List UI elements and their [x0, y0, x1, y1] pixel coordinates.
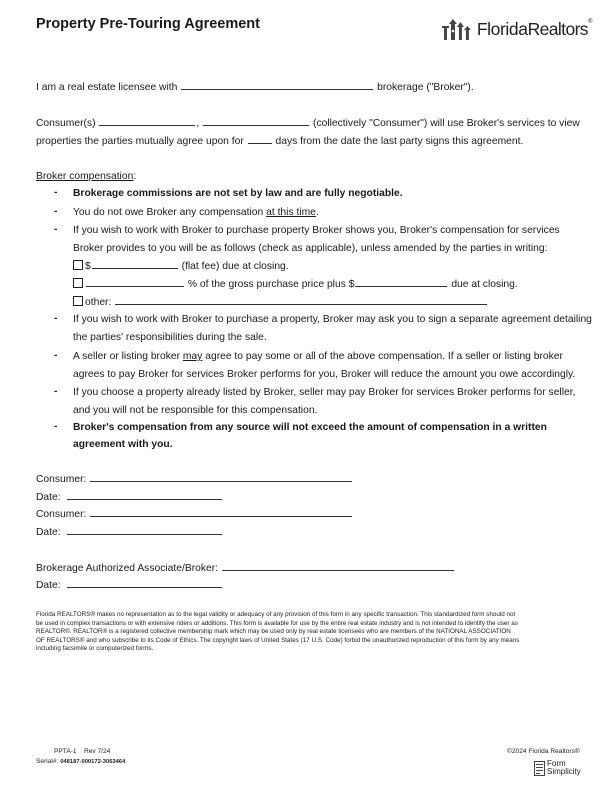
- bullet-marker: -: [54, 421, 58, 432]
- option-percentage: % of the gross purchase price plus $ due at closing.: [73, 277, 518, 291]
- broker-line: I am a real estate licensee with brokerage ("Broker").: [36, 82, 474, 93]
- flat-fee-checkbox[interactable]: [73, 260, 83, 270]
- bullet-separate-agreement-cont: the parties' responsibilities during the sale.: [73, 332, 267, 343]
- bullet-seller-may-pay-cont: agrees to pay Broker for services Broker performs for you, Broker will reduce the amount you owe accordingly.: [73, 369, 576, 380]
- consumer-signature-row-1: Consumer:: [36, 472, 353, 485]
- other-checkbox[interactable]: [73, 296, 83, 306]
- realtors-houses-icon: [442, 16, 476, 42]
- percentage-field[interactable]: [86, 277, 184, 287]
- bullet-marker: -: [54, 313, 58, 324]
- bullet-max-compensation-cont: agreement with you.: [73, 439, 173, 450]
- bullet-marker: -: [54, 206, 58, 217]
- brokerage-name-field[interactable]: [181, 80, 373, 90]
- bullet-purchase-shows-cont: Broker provides to you will be as follows (check as applicable), unless amended by the parties in writing:: [73, 243, 548, 254]
- bullet-marker: -: [54, 224, 58, 235]
- bullet-marker: -: [54, 386, 58, 397]
- flat-fee-amount-field[interactable]: [92, 259, 178, 269]
- bullet-marker: -: [54, 350, 58, 361]
- compensation-heading: Broker compensation:: [36, 171, 137, 182]
- date-field-2[interactable]: [67, 525, 222, 535]
- bullet-purchase-shows: If you wish to work with Broker to purchase property Broker shows you, Broker's compensation for services: [73, 225, 560, 236]
- bullet-separate-agreement: If you wish to work with Broker to purchase a property, Broker may ask you to sign a separate agreement detailing: [73, 314, 592, 325]
- form-simplicity-icon: [534, 761, 545, 776]
- days-line: properties the parties mutually agree upon for days from the date the last party signs this agreement.: [36, 136, 524, 147]
- bullet-listed-by-broker-cont: and you will not be responsible for this compensation.: [73, 405, 318, 416]
- date-row-1: Date:: [36, 490, 223, 503]
- logo-wordmark: FloridaRealtors®: [476, 18, 592, 39]
- broker-signature-row: Brokerage Authorized Associate/Broker:: [36, 561, 455, 574]
- date-row-2: Date:: [36, 525, 223, 538]
- bullet-marker: -: [54, 187, 58, 198]
- legal-disclaimer: Florida REALTORS® makes no representation as to the legal validity or adequacy of any provision of this form in any specific transaction. This standardized form should not be used in complex transactions or with extensive riders or additions. This form is available for use by the entire real estate industry and is not intended to identify the user as REALTOR®. REALTOR® is a registered collective membership mark which may be used only by real estate licensees who are members of the NATIONAL ASSOCIATION OF REALTORS® and who subscribe to its Code of Ethics. The copyright laws of United States (17 U.S. Code) forbid the unauthorized reproduction of this form by any means including facsimile or computerized forms.: [36, 611, 520, 653]
- date-field-1[interactable]: [67, 490, 222, 500]
- bullet-listed-by-broker: If you choose a property already listed by Broker, seller may pay Broker for services Broker performs for seller,: [73, 387, 576, 398]
- bullet-seller-may-pay: A seller or listing broker may agree to pay some or all of the above compensation. If a seller or listing broker: [73, 351, 563, 362]
- consumer-line: Consumer(s) , (collectively "Consumer") will use Broker's services to view: [36, 118, 580, 129]
- page-title: Property Pre-Touring Agreement: [36, 16, 260, 32]
- form-id: PPTA-1 Rev 7/24: [54, 748, 111, 755]
- florida-realtors-logo: [442, 14, 592, 44]
- days-field[interactable]: [248, 134, 272, 144]
- consumer-name-field-2[interactable]: [203, 116, 309, 126]
- bullet-max-compensation: Broker's compensation from any source will not exceed the amount of compensation in a written: [73, 422, 547, 433]
- bullet-no-compensation: You do not owe Broker any compensation at this time.: [73, 207, 319, 218]
- option-other: other:: [73, 295, 488, 309]
- consumer-name-field-1[interactable]: [99, 116, 195, 126]
- bullet-negotiable: Brokerage commissions are not set by law and are fully negotiable.: [73, 188, 403, 199]
- other-terms-field[interactable]: [115, 295, 487, 305]
- option-flat-fee: $ (flat fee) due at closing.: [73, 259, 289, 273]
- consumer-signature-field-1[interactable]: [90, 472, 352, 482]
- percentage-checkbox[interactable]: [73, 278, 83, 288]
- broker-signature-field[interactable]: [222, 561, 454, 571]
- consumer-signature-field-2[interactable]: [90, 507, 352, 517]
- copyright: ©2024 Florida Realtors®: [507, 748, 580, 755]
- date-field-3[interactable]: [67, 578, 222, 588]
- serial-number: Serial#: 048187-000172-3063464: [36, 758, 126, 765]
- consumer-signature-row-2: Consumer:: [36, 507, 353, 520]
- plus-amount-field[interactable]: [355, 277, 447, 287]
- form-simplicity-logo: Form Simplicity: [534, 760, 581, 776]
- date-row-3: Date:: [36, 578, 223, 591]
